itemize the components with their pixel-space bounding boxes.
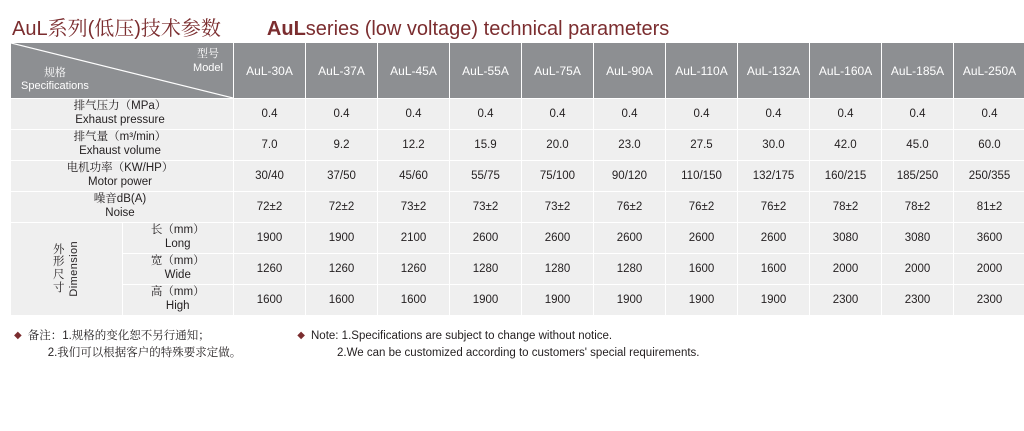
table-cell: 0.4 <box>666 99 738 130</box>
table-cell: 37/50 <box>306 161 378 192</box>
row-label-long <box>122 223 234 254</box>
table-cell: 76±2 <box>594 192 666 223</box>
table-cell: 0.4 <box>594 99 666 130</box>
table-cell: 45/60 <box>378 161 450 192</box>
dimension-label-cn: 外形尺寸 <box>53 243 65 294</box>
table-cell: 81±2 <box>954 192 1024 223</box>
row-label-cn: 高（mm） <box>150 286 205 299</box>
notes-section <box>0 316 1024 362</box>
table-cell: 3600 <box>954 223 1024 254</box>
table-cell: 185/250 <box>882 161 954 192</box>
note-cn-line-2: 2.我们可以根据客户的特殊要求定做。 <box>47 347 242 359</box>
table-cell: 1900 <box>738 285 810 316</box>
corner-spec-cn: 规格 <box>43 66 66 79</box>
table-cell: 0.4 <box>234 99 306 130</box>
table-cell: 2100 <box>378 223 450 254</box>
corner-model-cn: 型号 <box>197 48 220 60</box>
bullet-icon: ◆ <box>14 330 22 341</box>
table-cell: 55/75 <box>450 161 522 192</box>
table-cell: 78±2 <box>882 192 954 223</box>
table-cell: 1600 <box>378 285 450 316</box>
note-en-line-2: 2.We can be customized according to customers' special requirements. <box>337 347 700 359</box>
row-label-en: Motor power <box>88 176 152 188</box>
corner-model-en: Model <box>193 61 223 74</box>
row-label-wide <box>122 254 234 285</box>
page-title-cn: AuL系列(低压)技术参数 <box>12 18 221 40</box>
table-cell: 0.4 <box>810 99 882 130</box>
table-cell: 2300 <box>882 285 954 316</box>
spec-table-body <box>11 99 1024 316</box>
table-cell: 2000 <box>810 254 882 285</box>
table-cell: 72±2 <box>234 192 306 223</box>
row-label-high <box>122 285 234 316</box>
table-cell: 30/40 <box>234 161 306 192</box>
table-cell: 160/215 <box>810 161 882 192</box>
table-cell: 76±2 <box>738 192 810 223</box>
table-cell: 72±2 <box>306 192 378 223</box>
table-cell: 0.4 <box>738 99 810 130</box>
bullet-icon: ◆ <box>297 330 305 341</box>
column-header-model: AuL-90A <box>594 43 666 99</box>
table-cell: 1280 <box>594 254 666 285</box>
row-label-noise <box>11 192 234 223</box>
table-cell: 0.4 <box>882 99 954 130</box>
table-cell: 2600 <box>594 223 666 254</box>
table-cell: 23.0 <box>594 130 666 161</box>
row-label-cn: 排气量（m³/min） <box>73 131 167 144</box>
column-header-model: AuL-37A <box>306 43 378 99</box>
table-cell: 1260 <box>306 254 378 285</box>
table-cell: 3080 <box>882 223 954 254</box>
table-cell: 3080 <box>810 223 882 254</box>
column-header-model: AuL-110A <box>666 43 738 99</box>
column-header-model: AuL-75A <box>522 43 594 99</box>
table-cell: 90/120 <box>594 161 666 192</box>
table-cell: 1600 <box>306 285 378 316</box>
table-cell: 1600 <box>738 254 810 285</box>
table-row <box>11 254 1024 285</box>
table-cell: 73±2 <box>450 192 522 223</box>
table-cell: 0.4 <box>954 99 1024 130</box>
row-label-dimension <box>11 223 123 316</box>
table-cell: 1900 <box>306 223 378 254</box>
corner-header-cell <box>11 43 234 99</box>
table-cell: 73±2 <box>378 192 450 223</box>
table-cell: 110/150 <box>666 161 738 192</box>
row-label-cn: 排气压力（MPa） <box>73 100 167 113</box>
table-cell: 0.4 <box>522 99 594 130</box>
table-cell: 78±2 <box>810 192 882 223</box>
row-label-en: Exhaust volume <box>79 145 161 157</box>
page-title-en-rest: series (low voltage) technical parameters <box>305 18 670 40</box>
row-label-cn: 电机功率（KW/HP） <box>66 162 174 175</box>
table-cell: 1280 <box>450 254 522 285</box>
table-row <box>11 130 1024 161</box>
notes-en <box>297 328 699 362</box>
column-header-model: AuL-30A <box>234 43 306 99</box>
header-row <box>11 43 1024 99</box>
table-cell: 2300 <box>810 285 882 316</box>
note-cn-line-1: 备注：1.规格的变化恕不另行通知； <box>27 330 210 342</box>
spec-table-wrap <box>0 42 1024 316</box>
note-en-line-1: Note: 1.Specifications are subject to change without notice. <box>311 330 613 342</box>
spec-table-header <box>11 43 1024 99</box>
table-cell: 132/175 <box>738 161 810 192</box>
table-cell: 0.4 <box>378 99 450 130</box>
table-cell: 1900 <box>450 285 522 316</box>
row-label-cn: 宽（mm） <box>150 255 205 268</box>
row-label-en: Exhaust pressure <box>75 114 165 126</box>
table-cell: 2600 <box>738 223 810 254</box>
dimension-label-en: Dimension <box>68 241 81 297</box>
column-header-model: AuL-250A <box>954 43 1024 99</box>
table-cell: 9.2 <box>306 130 378 161</box>
column-header-model: AuL-132A <box>738 43 810 99</box>
column-header-model: AuL-45A <box>378 43 450 99</box>
row-label-cn: 噪音dB(A) <box>93 193 147 206</box>
table-cell: 2000 <box>954 254 1024 285</box>
table-cell: 0.4 <box>450 99 522 130</box>
row-label-exhaust-pressure <box>11 99 234 130</box>
table-row <box>11 99 1024 130</box>
table-row <box>11 161 1024 192</box>
corner-model-label <box>193 48 223 76</box>
table-cell: 45.0 <box>882 130 954 161</box>
table-cell: 27.5 <box>666 130 738 161</box>
row-label-en: Wide <box>164 269 191 281</box>
table-cell: 1600 <box>234 285 306 316</box>
table-cell: 1600 <box>666 254 738 285</box>
page-title-en <box>267 18 669 41</box>
table-cell: 0.4 <box>306 99 378 130</box>
table-cell: 2600 <box>450 223 522 254</box>
notes-cn <box>14 328 241 362</box>
table-cell: 12.2 <box>378 130 450 161</box>
table-cell: 7.0 <box>234 130 306 161</box>
row-label-exhaust-volume <box>11 130 234 161</box>
row-label-en: Long <box>164 238 191 250</box>
table-cell: 76±2 <box>666 192 738 223</box>
table-cell: 2600 <box>522 223 594 254</box>
page-title <box>0 0 1024 42</box>
table-cell: 1900 <box>522 285 594 316</box>
column-header-model: AuL-160A <box>810 43 882 99</box>
table-row <box>11 223 1024 254</box>
table-cell: 2000 <box>882 254 954 285</box>
row-label-en: High <box>165 300 190 312</box>
column-header-model: AuL-55A <box>450 43 522 99</box>
spec-table <box>10 42 1024 316</box>
table-cell: 2300 <box>954 285 1024 316</box>
row-label-en: Noise <box>105 207 135 219</box>
corner-spec-en: Specifications <box>21 80 89 93</box>
table-cell: 20.0 <box>522 130 594 161</box>
table-cell: 75/100 <box>522 161 594 192</box>
row-label-cn: 长（mm） <box>150 224 205 237</box>
row-label-motor-power <box>11 161 234 192</box>
table-cell: 1260 <box>234 254 306 285</box>
table-cell: 250/355 <box>954 161 1024 192</box>
table-cell: 15.9 <box>450 130 522 161</box>
table-cell: 1900 <box>666 285 738 316</box>
table-row <box>11 192 1024 223</box>
column-header-model: AuL-185A <box>882 43 954 99</box>
table-cell: 60.0 <box>954 130 1024 161</box>
table-cell: 2600 <box>666 223 738 254</box>
table-row <box>11 285 1024 316</box>
table-cell: 1900 <box>234 223 306 254</box>
corner-spec-label <box>21 67 89 95</box>
table-cell: 30.0 <box>738 130 810 161</box>
table-cell: 1260 <box>378 254 450 285</box>
table-cell: 1280 <box>522 254 594 285</box>
page-title-en-bold: AuL <box>266 18 306 40</box>
table-cell: 42.0 <box>810 130 882 161</box>
table-cell: 1900 <box>594 285 666 316</box>
table-cell: 73±2 <box>522 192 594 223</box>
